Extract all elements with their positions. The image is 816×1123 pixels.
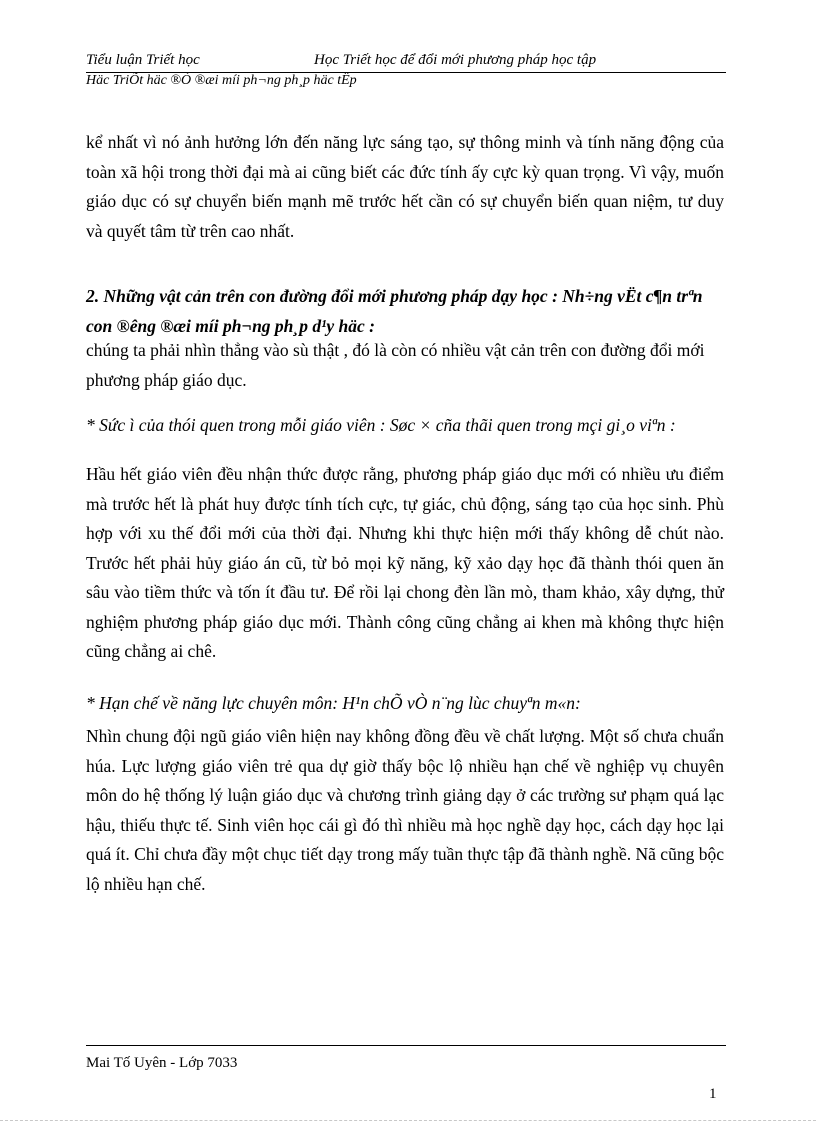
subheading-habit: * Sức ì của thói quen trong mỗi giáo viên : Søc × cña thãi quen trong mçi gi¸o viªn : <box>86 415 676 435</box>
header-right-title: Học Triết học để đổi mới phương pháp học tập <box>314 52 597 68</box>
header-garbled-text: Häc TriÕt häc ®Ó ®æi míi ph¬ng ph¸p häc tËp <box>86 73 357 88</box>
paragraph-2: chúng ta phải nhìn thẳng vào sù thật , đó là còn có nhiều vật cản trên con đường đổi mới phương pháp giáo dục. <box>86 340 705 390</box>
footer-author: Mai Tố Uyên - Lớp 7033 <box>86 1055 238 1071</box>
paragraph-4: Nhìn chung đội ngũ giáo viên hiện nay không đồng đều về chất lượng. Một số chưa chuẩn húa. Lực lượng giáo viên trẻ qua dự giờ thấy bộc lộ nhiều hạn chế về nghiệp vụ chuyên môn do hệ thống lý luận giáo dục và chương trình giảng dạy ở các trường sư phạm quá lạc hậu, thiếu thực tế. Sinh viên học cái gì đó thì nhiều mà học nghề dạy học, cách dạy học lại quá ít. Chỉ chưa đầy một chục tiết dạy trong mấy tuần thực tập đã thành nghề. Nã cũng bộc lộ nhiều hạn chế. <box>86 726 724 894</box>
page-break-line <box>0 1120 816 1121</box>
page-header <box>86 52 726 88</box>
header-rule <box>86 72 726 73</box>
footer-rule <box>86 1045 726 1046</box>
paragraph-3: Hầu hết giáo viên đều nhận thức được rằng, phương pháp giáo dục mới có nhiều ưu điểm mà trước hết là phát huy được tính tích cực, tự giác, chủ động, sáng tạo của học sinh. Phù hợp với xu thế đổi mới của thời đại. Nhưng khi thực hiện mới thấy không dễ chút nào. Trước hết phải hủy giáo án cũ, từ bỏ mọi kỹ năng, kỹ xảo dạy học đã thành thói quen ăn sâu vào tiềm thức và tốn ít đầu tư. Để rồi lại chong đèn lần mò, tham khảo, xây dựng, thử nghiệm phương pháp giáo dục mới. Thành công cũng chẳng ai khen mà không thực hiện cũng chẳng ai chê. <box>86 464 724 661</box>
page-number: 1 <box>709 1086 717 1102</box>
paragraph-1: kể nhất vì nó ảnh hưởng lớn đến năng lực sáng tạo, sự thông minh và tính năng động của toàn xã hội trong thời đại mà ai cũng biết các đức tính ấy cực kỳ quan trọng. Vì vậy, muốn giáo dục có sự chuyển biến mạnh mẽ trước hết cần có sự chuyển biến quan niệm, tư duy và quyết tâm từ trên cao nhất. <box>86 132 724 241</box>
section-heading-2: 2. Những vật cản trên con đường đổi mới phương pháp dạy học : Nh÷ng vËt c¶n trªn con ®êng ®æi míi ph¬ng ph¸p d¹y häc : <box>86 286 703 336</box>
header-row <box>86 52 726 70</box>
header-left-title: Tiểu luận Triết học <box>86 52 200 68</box>
subheading-capacity: * Hạn chế về năng lực chuyên môn: H¹n chÕ vÒ n¨ng lùc chuyªn m«n: <box>86 693 581 713</box>
